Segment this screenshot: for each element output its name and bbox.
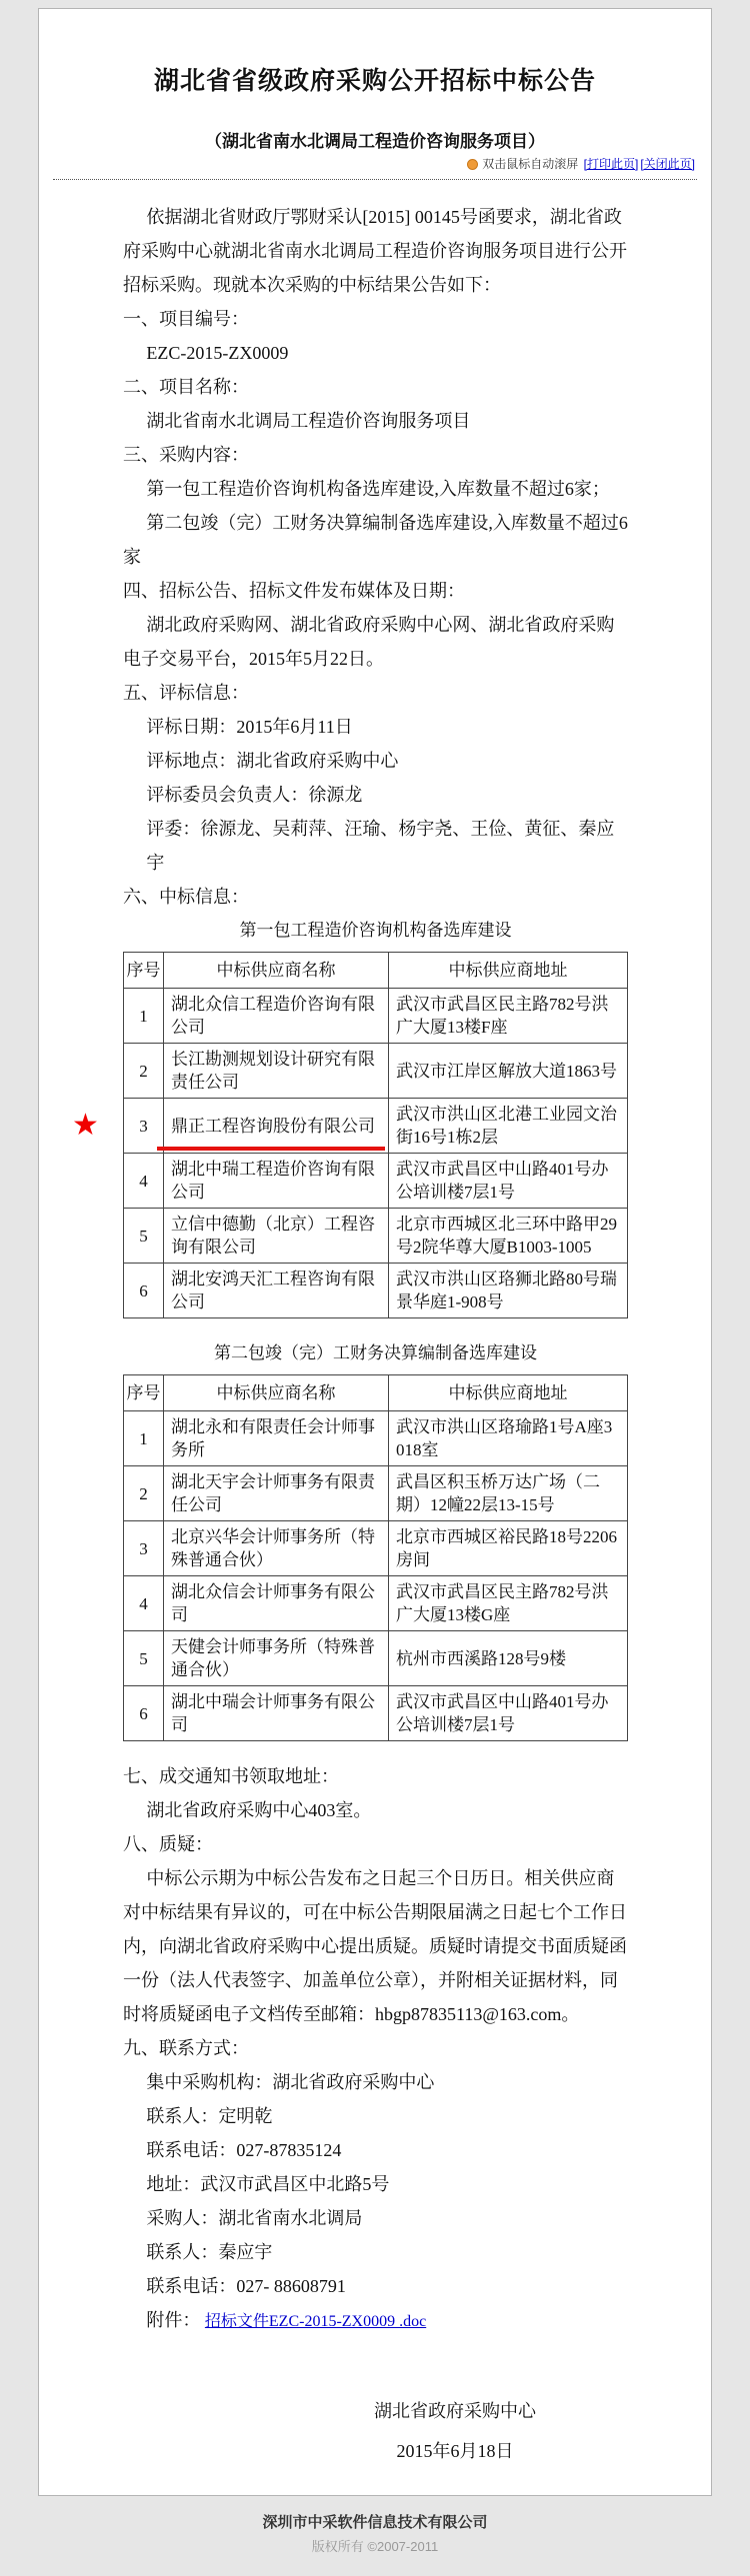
section-7-heading: 七、成交通知书领取地址： xyxy=(123,1766,339,1786)
table-2-wrapper xyxy=(123,1374,628,1741)
table-row xyxy=(124,1686,628,1741)
page-title: 湖北省省级政府采购公开招标中标公告 xyxy=(153,68,596,95)
table-row xyxy=(124,1521,628,1576)
col-header-name: 中标供应商名称 xyxy=(164,1375,389,1411)
row-no: 4 xyxy=(124,1154,164,1209)
table-row xyxy=(124,1264,628,1318)
section-8-heading: 八、质疑： xyxy=(123,1834,213,1854)
supplier-address: 武汉市洪山区珞瑜路1号A座3018室 xyxy=(389,1411,628,1466)
intro-paragraph: 依据湖北省财政厅鄂财采认[2015] 00145号函要求，湖北省政府采购中心就湖北省南水北调局工程造价咨询服务项目进行公开招标采购。现就本次采购的中标结果公告如下： xyxy=(123,207,627,295)
row-no: 6 xyxy=(124,1264,164,1318)
table-1-wrapper xyxy=(72,952,628,1318)
supplier-name: 湖北天宇会计师事务有限责任公司 xyxy=(164,1466,389,1521)
table-row xyxy=(124,1631,628,1686)
procurement-item-1: 第一包工程造价咨询机构备选库建设,入库数量不超过6家； xyxy=(146,479,610,499)
auto-scroll-tip: 双击鼠标自动滚屏 xyxy=(482,157,579,171)
supplier-address: 北京市西城区北三环中路甲29号2院华尊大厦B1003-1005 xyxy=(389,1209,628,1264)
print-page-link[interactable]: [打印此页] xyxy=(583,157,639,171)
footer-company: 深圳市中采软件信息技术有限公司 xyxy=(262,2514,488,2531)
supplier-address: 武汉市洪山区北港工业园文治街16号1栋2层 xyxy=(389,1099,628,1154)
supplier-name: 北京兴华会计师事务所（特殊普通合伙） xyxy=(164,1521,389,1576)
evaluation-date: 评标日期：2015年6月11日 xyxy=(146,717,353,737)
page-subtitle: （湖北省南水北调局工程造价咨询服务项目） xyxy=(205,132,545,151)
col-header-no: 序号 xyxy=(124,1375,164,1411)
agency-address: 地址：武汉市武昌区中北路5号 xyxy=(146,2174,390,2194)
supplier-address: 武汉市武昌区民主路782号洪广大厦13楼F座 xyxy=(389,989,628,1044)
table-row xyxy=(124,1209,628,1264)
toolbar xyxy=(39,155,711,172)
table-row xyxy=(124,1466,628,1521)
supplier-name: 湖北安鸿天汇工程咨询有限公司 xyxy=(164,1264,389,1318)
close-page-link[interactable]: [关闭此页] xyxy=(640,157,695,171)
signature-block xyxy=(374,2391,536,2471)
contact-person-2: 联系人：秦应宇 xyxy=(146,2242,273,2262)
table-1-caption: 第一包工程造价咨询机构备选库建设 xyxy=(239,921,512,940)
procurement-agency: 集中采购机构：湖北省政府采购中心 xyxy=(146,2072,435,2092)
publish-media-date: 湖北政府采购网、湖北省政府采购中心网、湖北省政府采购电子交易平台，2015年5月22日。 xyxy=(123,615,615,669)
supplier-name: 湖北永和有限责任会计师事务所 xyxy=(164,1411,389,1466)
signature-date: 2015年6月18日 xyxy=(396,2441,514,2461)
supplier-address: 武昌区积玉桥万达广场（二期）12幢22层13-15号 xyxy=(389,1466,628,1521)
contact-phone-2: 联系电话：027- 88608791 xyxy=(146,2276,346,2296)
evaluation-place: 评标地点：湖北省政府采购中心 xyxy=(146,751,399,771)
contact-phone-1: 联系电话：027-87835124 xyxy=(146,2140,342,2160)
section-4-heading: 四、招标公告、招标文件发布媒体及日期： xyxy=(123,581,465,601)
supplier-address: 武汉市武昌区中山路401号办公培训楼7层1号 xyxy=(389,1686,628,1741)
col-header-name: 中标供应商名称 xyxy=(164,953,389,989)
section-1-heading: 一、项目编号： xyxy=(123,309,249,329)
row-no: 1 xyxy=(124,1411,164,1466)
supplier-address: 北京市西城区裕民路18号2206房间 xyxy=(389,1521,628,1576)
supplier-address: 武汉市洪山区珞狮北路80号瑞景华庭1-908号 xyxy=(389,1264,628,1318)
supplier-name: 天健会计师事务所（特殊普通合伙） xyxy=(164,1631,389,1686)
winners-table-package-2 xyxy=(123,1374,628,1741)
procurement-item-2: 第二包竣（完）工财务决算编制备选库建设,入库数量不超过6家 xyxy=(123,513,628,567)
section-5-heading: 五、评标信息： xyxy=(123,683,249,703)
announcement-card xyxy=(38,8,712,2496)
evaluation-chief: 评标委员会负责人：徐源龙 xyxy=(146,785,363,805)
row-no: 2 xyxy=(124,1466,164,1521)
table-header-row xyxy=(124,953,628,989)
table-row xyxy=(124,1576,628,1631)
table-header-row xyxy=(124,1375,628,1411)
winners-table-package-1 xyxy=(72,952,628,1318)
row-no: 1 xyxy=(124,989,164,1044)
footer-copyright: 版权所有 ©2007-2011 xyxy=(311,2539,439,2554)
table-2-caption: 第二包竣（完）工财务决算编制备选库建设 xyxy=(214,1343,537,1362)
table-row xyxy=(124,989,628,1044)
page-footer xyxy=(0,2510,750,2558)
attachment-label: 附件： xyxy=(146,2310,201,2330)
supplier-name: 湖北中瑞工程造价咨询有限公司 xyxy=(164,1154,389,1209)
supplier-name-highlighted xyxy=(164,1099,389,1154)
buyer-name: 采购人：湖北省南水北调局 xyxy=(146,2208,363,2228)
red-star-marker: ★ xyxy=(72,1108,99,1143)
notice-pickup-address: 湖北省政府采购中心403室。 xyxy=(146,1800,372,1820)
row-no: 2 xyxy=(124,1044,164,1099)
page xyxy=(0,8,750,2558)
col-header-address: 中标供应商地址 xyxy=(389,1375,628,1411)
table-row-highlighted xyxy=(124,1099,628,1154)
project-name: 湖北省南水北调局工程造价咨询服务项目 xyxy=(146,411,471,431)
col-header-no: 序号 xyxy=(124,953,164,989)
supplier-name: 湖北众信会计师事务有限公司 xyxy=(164,1576,389,1631)
supplier-address: 武汉市武昌区民主路782号洪广大厦13楼G座 xyxy=(389,1576,628,1631)
row-no-text: 3 xyxy=(139,1116,148,1136)
section-6-heading: 六、中标信息： xyxy=(123,887,249,907)
col-header-address: 中标供应商地址 xyxy=(389,953,628,989)
table-row xyxy=(124,1411,628,1466)
table-row xyxy=(124,1154,628,1209)
attachment-row xyxy=(123,2303,628,2339)
table-row xyxy=(124,1044,628,1099)
signature-org: 湖北省政府采购中心 xyxy=(374,2401,536,2421)
attachment-doc-link[interactable]: 招标文件EZC-2015-ZX0009 .doc xyxy=(204,2313,427,2330)
row-no: 6 xyxy=(124,1686,164,1741)
row-no xyxy=(72,1099,164,1154)
section-2-heading: 二、项目名称： xyxy=(123,377,249,397)
objection-paragraph: 中标公示期为中标公告发布之日起三个日历日。相关供应商对中标结果有异议的，可在中标公告期限届满之日起七个工作日内，向湖北省政府采购中心提出质疑。质疑时请提交书面质疑函一份（法人代表签字、加盖单位公章），并附相关证据材料，同时将质疑函电子文档传至邮箱：hbgp87835113@163.com。 xyxy=(123,1868,627,2024)
announcement-body xyxy=(39,180,711,2471)
section-3-heading: 三、采购内容： xyxy=(123,445,249,465)
supplier-address: 武汉市武昌区中山路401号办公培训楼7层1号 xyxy=(389,1154,628,1209)
row-no: 4 xyxy=(124,1576,164,1631)
supplier-address: 杭州市西溪路128号9楼 xyxy=(389,1631,628,1686)
supplier-name: 立信中德勤（北京）工程咨询有限公司 xyxy=(164,1209,389,1264)
supplier-address: 武汉市江岸区解放大道1863号 xyxy=(389,1044,628,1099)
supplier-name: 湖北众信工程造价咨询有限公司 xyxy=(164,989,389,1044)
row-no: 5 xyxy=(124,1631,164,1686)
section-9-heading: 九、联系方式： xyxy=(123,2038,249,2058)
evaluation-committee: 评委：徐源龙、吴莉萍、汪瑜、杨宇尧、王俭、黄征、秦应宇 xyxy=(146,819,615,873)
row-no: 3 xyxy=(124,1521,164,1576)
supplier-name-text: 鼎正工程咨询股份有限公司 xyxy=(171,1116,375,1136)
auto-scroll-icon xyxy=(467,159,478,170)
red-underline-marker xyxy=(157,1147,385,1151)
project-number: EZC-2015-ZX0009 xyxy=(146,343,289,363)
row-no: 5 xyxy=(124,1209,164,1264)
supplier-name: 长江勘测规划设计研究有限责任公司 xyxy=(164,1044,389,1099)
supplier-name: 湖北中瑞会计师事务有限公司 xyxy=(164,1686,389,1741)
contact-person-1: 联系人：定明乾 xyxy=(146,2106,273,2126)
